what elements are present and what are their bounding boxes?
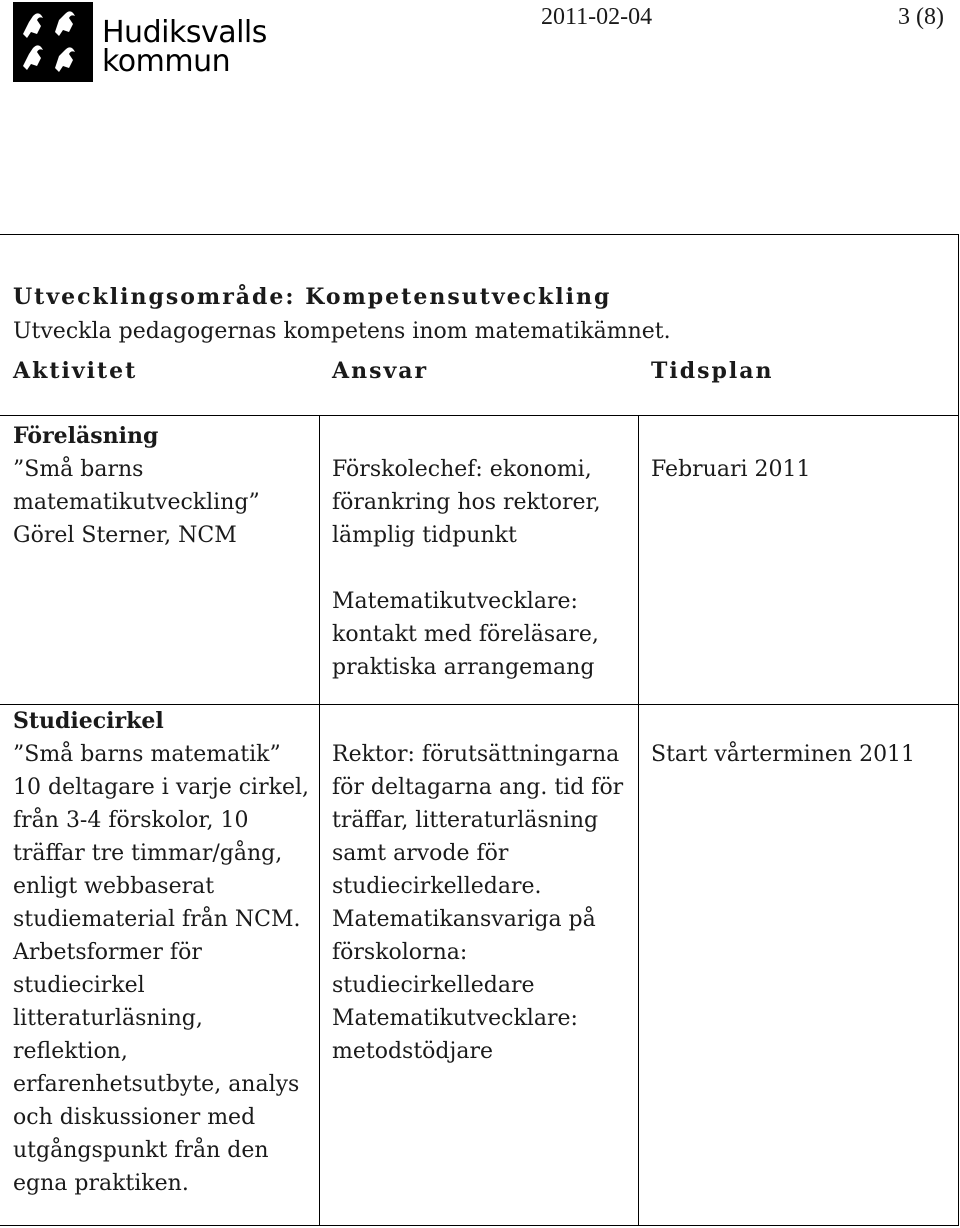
responsibility-line: studiecirkelledare xyxy=(332,973,535,998)
responsibility-line: kontakt med föreläsare, xyxy=(332,622,599,647)
column-header-schedule: Tidsplan xyxy=(651,358,774,384)
schedule-cell: Februari 2011 xyxy=(651,457,811,482)
column-header-responsibility: Ansvar xyxy=(332,358,429,384)
activity-line: studiecirkel xyxy=(13,973,145,998)
logo-line: kommun xyxy=(102,44,231,79)
responsibility-line: Rektor: förutsättningarna xyxy=(332,742,620,767)
responsibility-line: Matematikutvecklare: xyxy=(332,589,578,614)
activity-line: ”Små barns xyxy=(13,457,144,482)
activity-line: träffar tre timmar/gång, xyxy=(13,841,283,866)
activity-line: enligt webbaserat xyxy=(13,874,215,899)
activity-line: 10 deltagare i varje cirkel, xyxy=(13,775,309,800)
schedule-cell: Start vårterminen 2011 xyxy=(651,742,916,767)
responsibility-line: metodstödjare xyxy=(332,1039,493,1064)
activity-title: Studiecirkel xyxy=(13,708,164,734)
responsibility-line: studiecirkelledare. xyxy=(332,874,542,899)
responsibility-line: lämplig tidpunkt xyxy=(332,523,517,548)
municipality-logo xyxy=(13,2,93,82)
activity-line: egna praktiken. xyxy=(13,1171,189,1196)
section-subheading: Utveckla pedagogernas kompetens inom matematikämnet. xyxy=(13,319,671,344)
section-heading: Utvecklingsområde: Kompetensutveckling xyxy=(13,284,612,310)
activity-line: reflektion, xyxy=(13,1039,128,1064)
responsibility-line: Förskolechef: ekonomi, xyxy=(332,457,592,482)
responsibility-line: Matematikansvariga på xyxy=(332,907,596,932)
table-column-divider xyxy=(638,415,639,1225)
column-header-activity: Aktivitet xyxy=(13,358,138,384)
activity-line: studiematerial från NCM. xyxy=(13,907,301,932)
table-column-divider xyxy=(319,415,320,1225)
table-row-divider xyxy=(0,415,958,416)
activity-line: erfarenhetsutbyte, analys xyxy=(13,1072,300,1097)
responsibility-line: för deltagarna ang. tid för xyxy=(332,775,624,800)
responsibility-line: praktiska arrangemang xyxy=(332,655,595,680)
page-number: 3 (8) xyxy=(898,4,944,30)
responsibility-line: samt arvode för xyxy=(332,841,509,866)
content-frame xyxy=(0,234,959,1226)
responsibility-line: förankring hos rektorer, xyxy=(332,490,601,515)
responsibility-line: förskolorna: xyxy=(332,940,468,965)
activity-line: utgångspunkt från den xyxy=(13,1138,269,1163)
responsibility-line: Matematikutvecklare: xyxy=(332,1006,578,1031)
activity-line: och diskussioner med xyxy=(13,1105,256,1130)
goat-emblem-icon xyxy=(13,2,93,82)
logo-wordmark xyxy=(102,15,267,79)
activity-line: Görel Sterner, NCM xyxy=(13,523,237,548)
activity-line: ”Små barns matematik” xyxy=(13,742,281,767)
activity-title: Föreläsning xyxy=(13,423,159,449)
responsibility-line: träffar, litteraturläsning xyxy=(332,808,599,833)
document-date: 2011-02-04 xyxy=(541,4,653,30)
activity-line: Arbetsformer för xyxy=(13,940,202,965)
logo-line: Hudiksvalls xyxy=(102,15,267,50)
activity-line: litteraturläsning, xyxy=(13,1006,203,1031)
activity-line: från 3-4 förskolor, 10 xyxy=(13,808,249,833)
activity-line: matematikutveckling” xyxy=(13,490,260,515)
